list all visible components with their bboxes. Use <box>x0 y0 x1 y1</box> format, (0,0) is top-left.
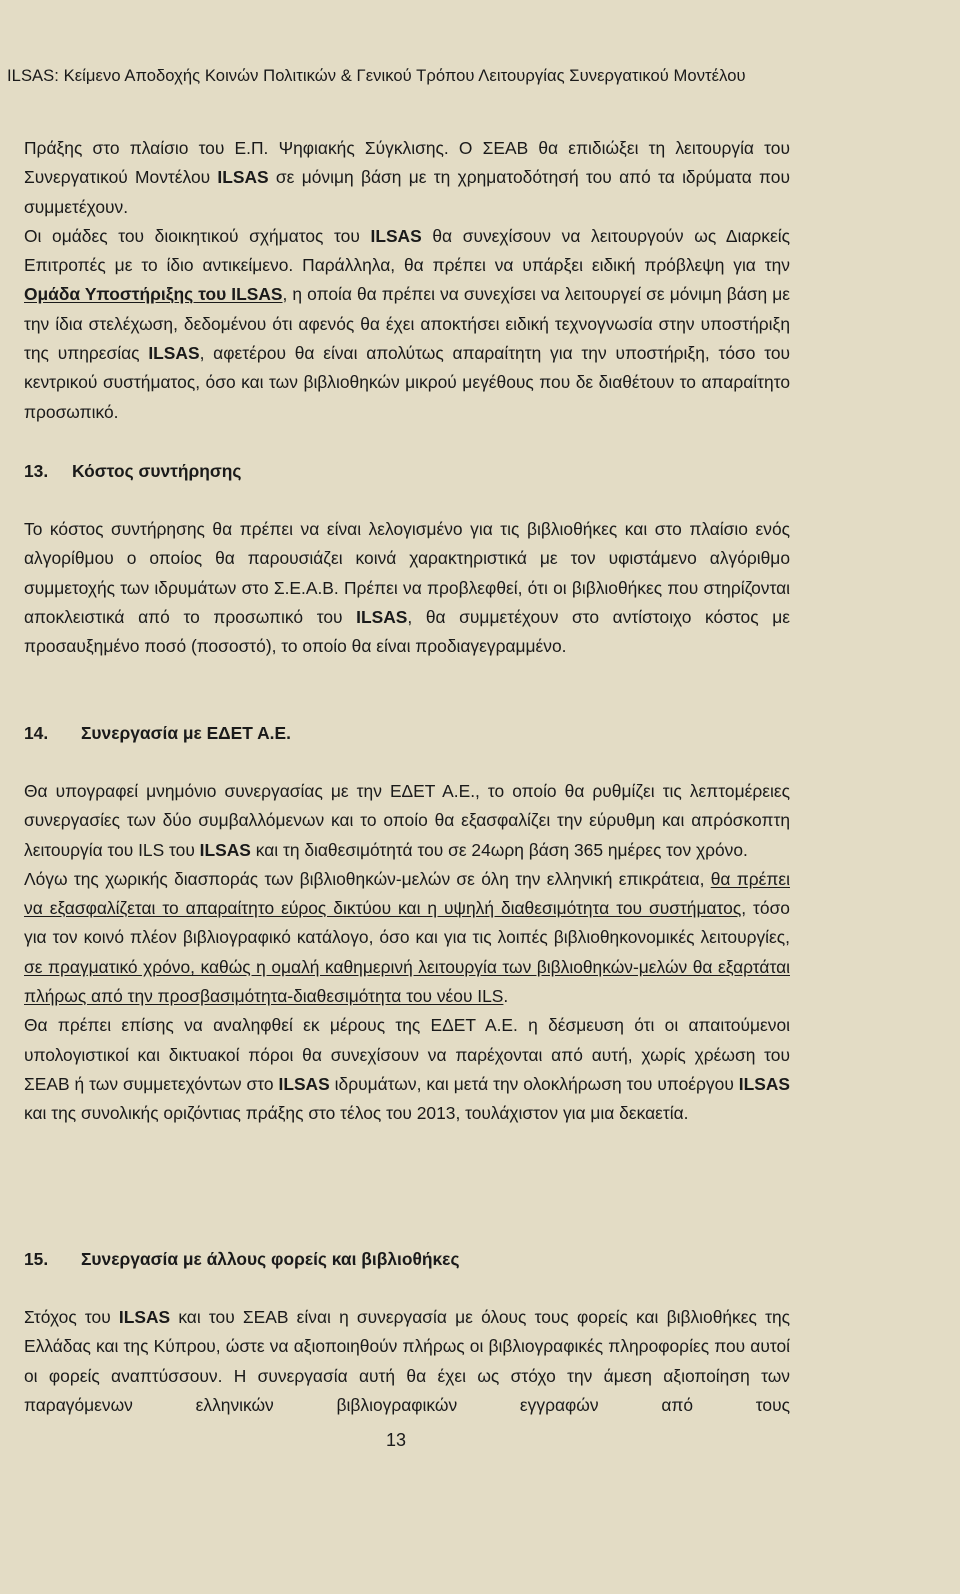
paragraph: Πράξης στο πλαίσιο του Ε.Π. Ψηφιακής Σύγκλισης. Ο ΣΕΑΒ θα επιδιώξει τη λειτουργία του Συνεργατικού Μοντέλου ILSAS σε μόνιμη βάση με τη χρηματοδότησή του από τα ιδρύματα που συμμετέχουν. <box>24 138 790 217</box>
section-heading-13 <box>24 457 241 486</box>
paragraph: Το κόστος συντήρησης θα πρέπει να είναι λελογισμένο για τις βιβλιοθήκες και στο πλαίσιο ενός αλγορίθμου ο οποίος θα παρουσιάζει κοινά χαρακτηριστικά με τον υφιστάμενο αλγόριθμο συμμετοχής των ιδρυμάτων στο Σ.Ε.Α.Β. Πρέπει να προβλεφθεί, ότι οι βιβλιοθήκες που στηρίζονται αποκλειστικά από το προσωπικό του ILSAS, θα συμμετέχουν στο αντίστοιχο κόστος με προσαυξημένο ποσό (ποσοστό), το οποίο θα είναι προδιαγεγραμμένο. <box>24 519 790 657</box>
paragraph: Θα πρέπει επίσης να αναληφθεί εκ μέρους της ΕΔΕΤ Α.Ε. η δέσμευση ότι οι απαιτούμενοι υπολογιστικοί και δικτυακοί πόροι θα συνεχίσουν να παρέχονται από αυτή, χωρίς χρέωση του ΣΕΑΒ ή των συμμετεχόντων στο ILSAS ιδρυμάτων, και μετά την ολοκλήρωση του υποέργου ILSAS και της συνολικής οριζόντιας πράξης στο τέλος του 2013, τουλάχιστον για μια δεκαετία. <box>24 1015 790 1124</box>
paragraph: Λόγω της χωρικής διασποράς των βιβλιοθηκών-μελών σε όλη την ελληνική επικράτεια, θα πρέπει να εξασφαλίζεται το απαραίτητο εύρος δικτύου και η υψηλή διαθεσιμότητα του συστήματος, τόσο για τον κοινό πλέον βιβλιογραφικό κατάλογο, όσο και για τις λοιπές βιβλιοθηκονομικές λειτουργίες, σε πραγματικό χρόνο, καθώς η ομαλή καθημερινή λειτουργία των βιβλιοθηκών-μελών θα εξαρτάται πλήρως από την προσβασιμότητα-διαθεσιμότητα του νέου ILS. <box>24 868 790 1007</box>
paragraph: Οι ομάδες του διοικητικού σχήματος του ILSAS θα συνεχίσουν να λειτουργούν ως Διαρκείς Επιτροπές με το ίδιο αντικείμενο. Παράλληλα, θα πρέπει να υπάρξει ειδική πρόβλεψη για την Ομάδα Υποστήριξης του ILSAS, η οποία θα πρέπει να συνεχίσει να λειτουργεί σε μόνιμη βάση με την ίδια στελέχωση, δεδομένου ότι αφενός θα έχει αποκτήσει ειδική τεχνογνωσία στην υποστήριξη της υπηρεσίας ILSAS, αφετέρου θα είναι απολύτως απαραίτητη για την υποστήριξη, τόσο του κεντρικού συστήματος, όσο και των βιβλιοθηκών μικρού μεγέθους που δε διαθέτουν το απαραίτητο προσωπικό. <box>24 225 791 422</box>
section-number: 15. <box>24 1249 49 1269</box>
section-13-body <box>24 515 790 661</box>
page-number: 13 <box>386 1430 407 1450</box>
section-14-body <box>24 777 790 1129</box>
paragraph: Θα υπογραφεί μνημόνιο συνεργασίας με την ΕΔΕΤ Α.Ε., το οποίο θα ρυθμίζει τις λεπτομέρειες συνεργασίες των δύο συμβαλλόμενων και το οποίο θα εξασφαλίζει την εύρυθμη και απρόσκοπτη λειτουργία του ILS του ILSAS και τη διαθεσιμότητά του σε 24ωρη βάση 365 ημέρες τον χρόνο. <box>24 781 790 860</box>
paragraph: Στόχος του ILSAS και του ΣΕΑΒ είναι η συνεργασία με όλους τους φορείς και βιβλιοθήκες της Ελλάδας και της Κύπρου, ώστε να αξιοποιηθούν πλήρως οι βιβλιογραφικές πληροφορίες που αυτοί οι φορείς αναπτύσσουν. Η συνεργασία αυτή θα έχει ως στόχο την άμεση αξιοποίηση των παραγόμενων ελληνικών βιβλιογραφικών εγγραφών από τους <box>24 1307 790 1415</box>
section-15-body <box>24 1303 790 1420</box>
underlined-emphasis: Ομάδα Υποστήριξης του ILSAS <box>24 284 283 305</box>
underlined-emphasis: σε πραγματικό χρόνο, καθώς η ομαλή καθημερινή λειτουργία των βιβλιοθηκών-μελών θα εξαρτάται πλήρως από την προσβασιμότητα-διαθεσιμότητα του νέου ILS <box>24 956 790 1007</box>
section-heading-14 <box>24 719 291 748</box>
section-number: 13. <box>24 461 49 481</box>
section-title: Συνεργασία με ΕΔΕΤ Α.Ε. <box>81 723 291 743</box>
running-header: ILSAS: Κείμενο Αποδοχής Κοινών Πολιτικών & Γενικού Τρόπου Λειτουργίας Συνεργατικού Μοντέλου <box>7 66 746 85</box>
underlined-emphasis: θα πρέπει να εξασφαλίζεται το απαραίτητο εύρος δικτύου και η υψηλή διαθεσιμότητα του συστήματος <box>24 868 790 919</box>
section-title: Κόστος συντήρησης <box>72 461 242 481</box>
section-heading-15 <box>24 1245 459 1274</box>
section-title: Συνεργασία με άλλους φορείς και βιβλιοθήκες <box>81 1249 460 1269</box>
section-number: 14. <box>24 723 49 743</box>
intro-text-block <box>24 134 790 427</box>
